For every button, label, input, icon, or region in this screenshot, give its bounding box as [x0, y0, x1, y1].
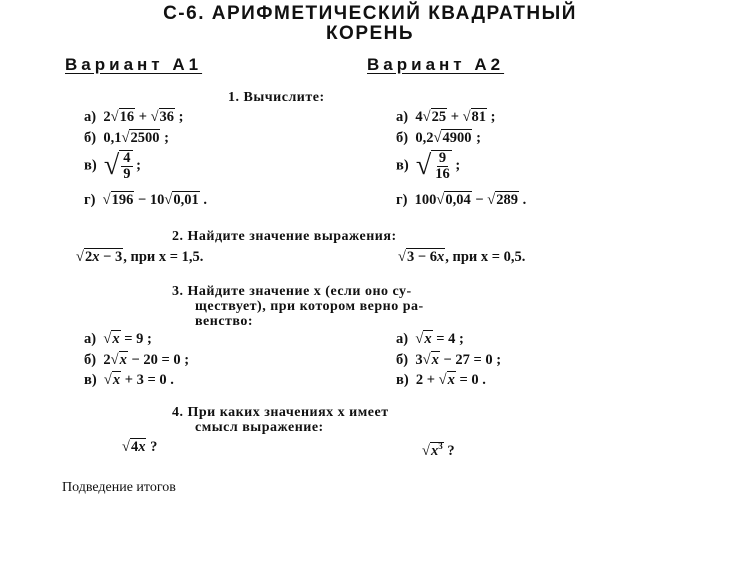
- summary-text: Подведение итогов: [62, 480, 176, 495]
- task3-v1-b: б) 2√x − 20 = 0 ;: [84, 352, 190, 368]
- task3-v2-b: б) 3√x − 27 = 0 ;: [396, 352, 502, 368]
- title-line-1: С-6. АРИФМЕТИЧЕСКИЙ КВАДРАТНЫЙ: [163, 3, 577, 24]
- task1-v2-d: г) 100√0,04 − √289 .: [396, 192, 527, 208]
- task-4-heading-line-1: 4. При каких значениях x имеет: [172, 405, 389, 420]
- task4-v2: $√x^3$ ?: [422, 441, 455, 459]
- task-2-heading: 2. Найдите значение выражения:: [172, 229, 397, 244]
- task1-v2-c: в) √ $\frac{9}{16}$ ;: [396, 150, 461, 183]
- title-line-2: КОРЕНЬ: [325, 23, 415, 44]
- variant-a1-heading: Вариант А1: [65, 55, 203, 74]
- task3-v2-c: в) 2 + √x = 0 .: [396, 372, 486, 388]
- task-3-heading-line-1: 3. Найдите значение x (если оно су-: [172, 284, 412, 299]
- task4-v1: √4x ?: [122, 439, 158, 455]
- task3-v2-a: а) √x = 4 ;: [396, 331, 464, 347]
- task1-v1-c: в) √ $\frac{4}{9}$ ;: [84, 150, 142, 183]
- task2-v1: √2x − 3, при x = 1,5.: [76, 249, 204, 265]
- task-3-heading-line-2: ществует), при котором верно ра-: [195, 299, 424, 314]
- task3-v1-c: в) √x + 3 = 0 .: [84, 372, 174, 388]
- variant-a2-heading: Вариант А2: [367, 55, 505, 74]
- task-4-heading-line-2: смысл выражение:: [195, 420, 324, 435]
- task3-v1-a: а) √x = 9 ;: [84, 331, 152, 347]
- task1-v2-a: а) 4√25 + √81 ;: [396, 109, 496, 125]
- task2-v2: √3 − 6x, при x = 0,5.: [398, 249, 526, 265]
- task-3-heading-line-3: венство:: [195, 314, 254, 329]
- task1-v1-a: а) 2√16 + √36 ;: [84, 109, 184, 125]
- task1-v1-d: г) √196 − 10√0,01 .: [84, 192, 207, 208]
- task1-v2-b: б) 0,2√4900 ;: [396, 130, 481, 146]
- task1-v1-b: б) 0,1√2500 ;: [84, 130, 169, 146]
- task-1-heading: 1. Вычислите:: [228, 90, 325, 105]
